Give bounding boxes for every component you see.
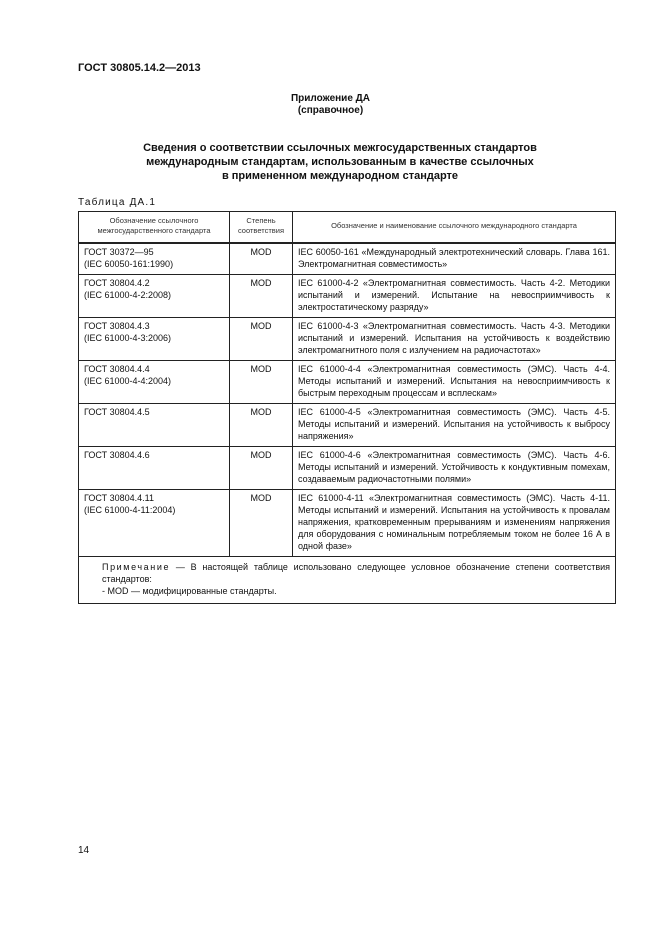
note-row bbox=[79, 557, 616, 604]
equivalent-international-code: (IEC 60050-161:1990) bbox=[84, 259, 174, 269]
national-standard-number: ГОСТ 30804.4.3 bbox=[84, 321, 150, 331]
heading-line-2: международным стандартам, использованным в качестве ссылочных bbox=[146, 156, 534, 168]
national-standard-cell bbox=[79, 318, 230, 361]
equivalent-international-code: (IEC 61000-4-3:2006) bbox=[84, 333, 172, 343]
heading-line-3: в примененном международном стандарте bbox=[221, 170, 459, 182]
table-row bbox=[79, 490, 616, 557]
annex-subtitle: (справочное) bbox=[297, 105, 364, 116]
degree-cell: MOD bbox=[230, 404, 293, 447]
equivalent-international-code: (IEC 61000-4-11:2004) bbox=[84, 505, 176, 515]
table-row bbox=[79, 361, 616, 404]
degree-cell: MOD bbox=[230, 490, 293, 557]
note-item: - MOD — модифицированные стандарты. bbox=[102, 586, 277, 596]
equivalent-international-code: (IEC 61000-4-2:2008) bbox=[84, 290, 172, 300]
national-standard-cell bbox=[79, 243, 230, 275]
document-id: ГОСТ 30805.14.2—2013 bbox=[78, 62, 201, 74]
table-row bbox=[79, 243, 616, 275]
national-standard-number: ГОСТ 30804.4.5 bbox=[84, 407, 150, 417]
table-row bbox=[79, 404, 616, 447]
table-row bbox=[79, 447, 616, 490]
international-standard-cell: IEC 61000-4-2 «Электромагнитная совместимость. Часть 4-2. Методики испытаний и измерений. Испытание на невосприимчивость к электростатическому разряду» bbox=[293, 275, 616, 318]
table-row bbox=[79, 318, 616, 361]
table-label: Таблица ДА.1 bbox=[78, 197, 157, 208]
national-standard-number: ГОСТ 30804.4.11 bbox=[84, 493, 154, 503]
column-header-national-standard: Обозначение ссылочного межгосударственного стандарта bbox=[79, 212, 230, 244]
national-standard-number: ГОСТ 30804.4.4 bbox=[84, 364, 150, 374]
national-standard-cell bbox=[79, 447, 230, 490]
international-standard-cell: IEC 61000-4-6 «Электромагнитная совместимость (ЭМС). Часть 4-6. Методы испытаний и измерений. Устойчивость к кондуктивным помехам, создаваемым радиочастотными полями» bbox=[293, 447, 616, 490]
international-standard-cell: IEC 61000-4-11 «Электромагнитная совместимость (ЭМС). Часть 4-11. Методы испытаний и измерений. Испытания на устойчивость к провалам напряжения, кратковременным прерываниям и изменениям напряжения для оборудования с номинальным потребляемым током не более 16 А в одной фазе» bbox=[293, 490, 616, 557]
degree-cell: MOD bbox=[230, 318, 293, 361]
table-note bbox=[79, 557, 616, 604]
column-header-degree: Степень соответствия bbox=[230, 212, 293, 244]
standards-table bbox=[78, 211, 616, 604]
note-label: Примечание bbox=[102, 562, 171, 572]
table-row bbox=[79, 275, 616, 318]
page-number: 14 bbox=[78, 845, 90, 856]
international-standard-cell: IEC 61000-4-5 «Электромагнитная совместимость (ЭМС). Часть 4-5. Методы испытаний и измерений. Испытания на устойчивость к выбросу напряжения» bbox=[293, 404, 616, 447]
national-standard-cell bbox=[79, 275, 230, 318]
national-standard-number: ГОСТ 30804.4.2 bbox=[84, 278, 150, 288]
table-body bbox=[79, 243, 616, 604]
national-standard-cell bbox=[79, 404, 230, 447]
section-heading bbox=[110, 141, 570, 183]
heading-line-1: Сведения о соответствии ссылочных межгосударственных стандартов bbox=[143, 142, 537, 154]
degree-cell: MOD bbox=[230, 275, 293, 318]
international-standard-cell: IEC 61000-4-4 «Электромагнитная совместимость (ЭМС). Часть 4-4. Методы испытаний и измерений. Испытания на невосприимчивость к быстрым переходным процессам и всплескам» bbox=[293, 361, 616, 404]
national-standard-cell bbox=[79, 490, 230, 557]
national-standard-number: ГОСТ 30804.4.6 bbox=[84, 450, 150, 460]
column-header-international-standard: Обозначение и наименование ссылочного международного стандарта bbox=[293, 212, 616, 244]
national-standard-number: ГОСТ 30372—95 bbox=[84, 247, 154, 257]
degree-cell: MOD bbox=[230, 447, 293, 490]
international-standard-cell: IEC 61000-4-3 «Электромагнитная совместимость. Часть 4-3. Методики испытаний и измерений. Испытания на устойчивость к воздействию электромагнитного поля с излучением на радиочастотах» bbox=[293, 318, 616, 361]
national-standard-cell bbox=[79, 361, 230, 404]
degree-cell: MOD bbox=[230, 361, 293, 404]
note-paragraph bbox=[84, 561, 610, 585]
international-standard-cell: IEC 60050-161 «Международный электротехнический словарь. Глава 161. Электромагнитная совместимость» bbox=[293, 243, 616, 275]
degree-cell: MOD bbox=[230, 243, 293, 275]
annex-title: Приложение ДА bbox=[290, 93, 371, 104]
equivalent-international-code: (IEC 61000-4-4:2004) bbox=[84, 376, 172, 386]
table-header-row bbox=[79, 212, 616, 244]
note-text: — В настоящей таблице использовано следующее условное обозначение степени соответствия стандартов: bbox=[102, 562, 610, 584]
